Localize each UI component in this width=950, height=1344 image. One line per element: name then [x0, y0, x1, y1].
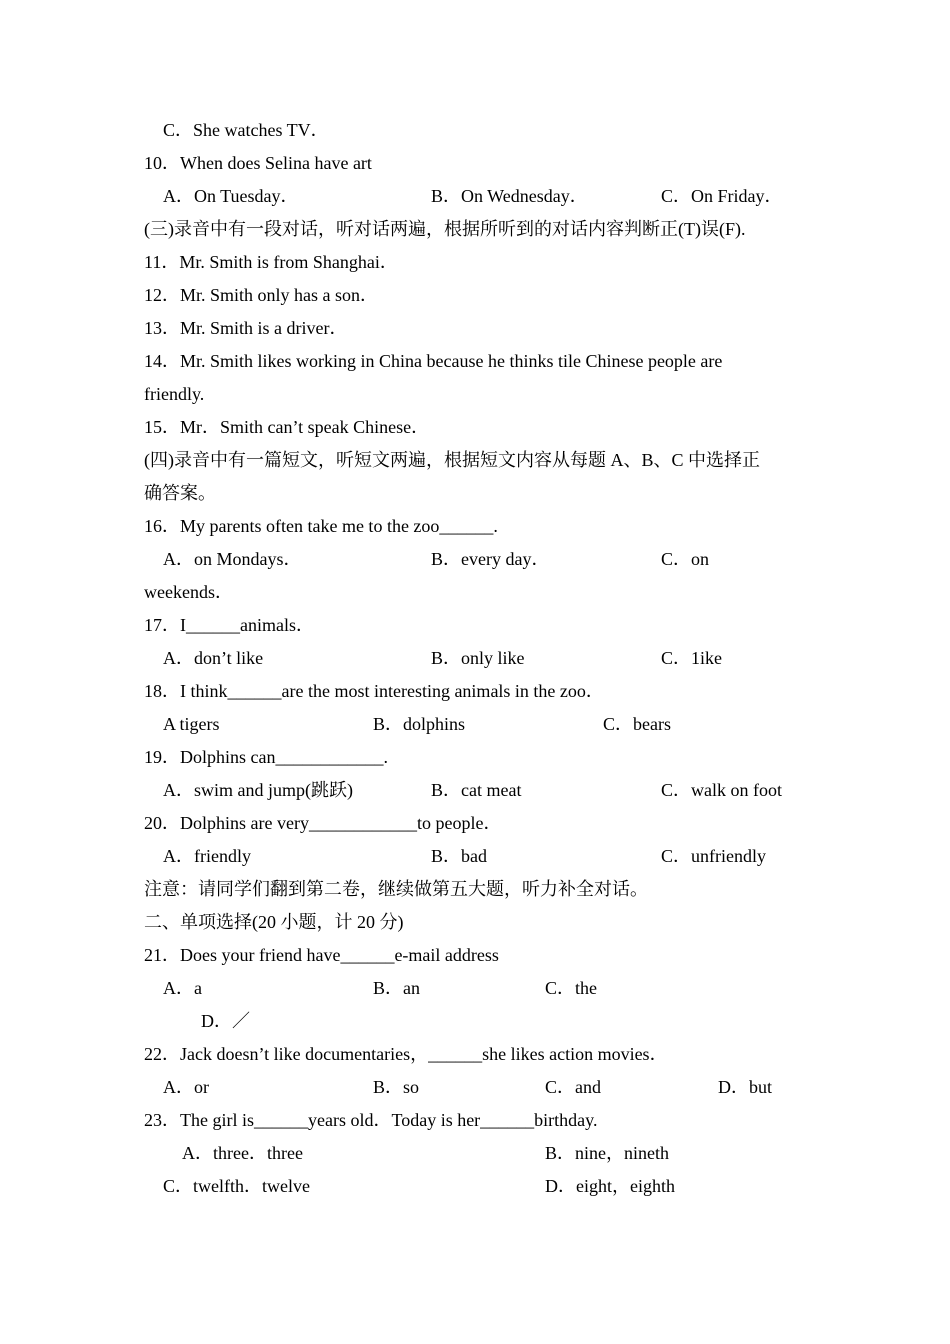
notice: 注意：请同学们翻到第二卷，继续做第五大题，听力补全对话。 [144, 879, 648, 899]
option-20c: C．unfriendly [661, 846, 766, 866]
option-10b: B．On Wednesday． [431, 186, 588, 206]
option-17b: B．only like [431, 648, 525, 668]
question-16: 16．My parents often take me to the zoo______. [144, 516, 498, 536]
option-23a: A．three．three [182, 1143, 303, 1163]
question-19: 19．Dolphins can____________. [144, 747, 388, 767]
option-19b: B．cat meat [431, 780, 522, 800]
question-17: 17．I______animals． [144, 615, 314, 635]
question-11: 11．Mr. Smith is from Shanghai． [144, 252, 398, 272]
question-10: 10．When does Selina have art [144, 153, 372, 173]
option-23b: B．nine，nineth [545, 1143, 669, 1163]
option-21c: C．the [545, 978, 597, 998]
option-22b: B．so [373, 1077, 420, 1097]
option-17a: A．don’t like [163, 648, 264, 668]
question-21: 21．Does your friend have______e-mail address [144, 945, 499, 965]
option-21d: D．／ [201, 1011, 250, 1031]
question-13: 13．Mr. Smith is a driver． [144, 318, 348, 338]
option-19a: A．swim and jump(跳跃) [163, 780, 353, 800]
option-16c-cont: weekends． [144, 582, 233, 602]
option-22a: A．or [163, 1077, 209, 1097]
option-16c: C．on [661, 549, 710, 569]
part-2-heading: 二、单项选择(20 小题，计 20 分) [144, 912, 404, 932]
question-20: 20．Dolphins are very____________to people． [144, 813, 502, 833]
option-22c: C．and [545, 1077, 601, 1097]
option-20b: B．bad [431, 846, 487, 866]
question-14-cont: friendly. [144, 384, 205, 404]
option-18c: C．bears [603, 714, 671, 734]
question-14: 14．Mr. Smith likes working in China because he thinks tile Chinese people are [144, 351, 723, 371]
question-18: 18．I think______are the most interesting animals in the zoo． [144, 681, 604, 701]
question-15: 15．Mr．Smith can’t speak Chinese． [144, 417, 430, 437]
question-23: 23．The girl is______years old．Today is her______birthday. [144, 1110, 598, 1130]
option-23c: C．twelfth．twelve [163, 1176, 310, 1196]
option-18a: A tigers [163, 714, 220, 734]
section-3-instruction: (三)录音中有一段对话，听对话两遍，根据所听到的对话内容判断正(T)误(F). [144, 219, 746, 239]
option-10a: A．On Tuesday． [163, 186, 299, 206]
option-20a: A．friendly [163, 846, 251, 866]
option-9c: C．She watches TV． [163, 120, 329, 140]
section-4-instruction-cont: 确答案。 [144, 483, 216, 503]
question-22: 22．Jack doesn’t like documentaries，______she likes action movies． [144, 1044, 668, 1064]
option-10c: C．On Friday． [661, 186, 783, 206]
option-21a: A．a [163, 978, 202, 998]
option-17c: C．1ike [661, 648, 722, 668]
option-22d: D．but [718, 1077, 772, 1097]
section-4-instruction: (四)录音中有一篇短文，听短文两遍，根据短文内容从每题 A、B、C 中选择正 [144, 450, 760, 470]
option-19c: C．walk on foot [661, 780, 782, 800]
question-12: 12．Mr. Smith only has a son． [144, 285, 379, 305]
option-23d: D．eight，eighth [545, 1176, 675, 1196]
option-21b: B．an [373, 978, 420, 998]
option-18b: B．dolphins [373, 714, 466, 734]
option-16a: A．on Mondays． [163, 549, 302, 569]
option-16b: B．every day． [431, 549, 550, 569]
